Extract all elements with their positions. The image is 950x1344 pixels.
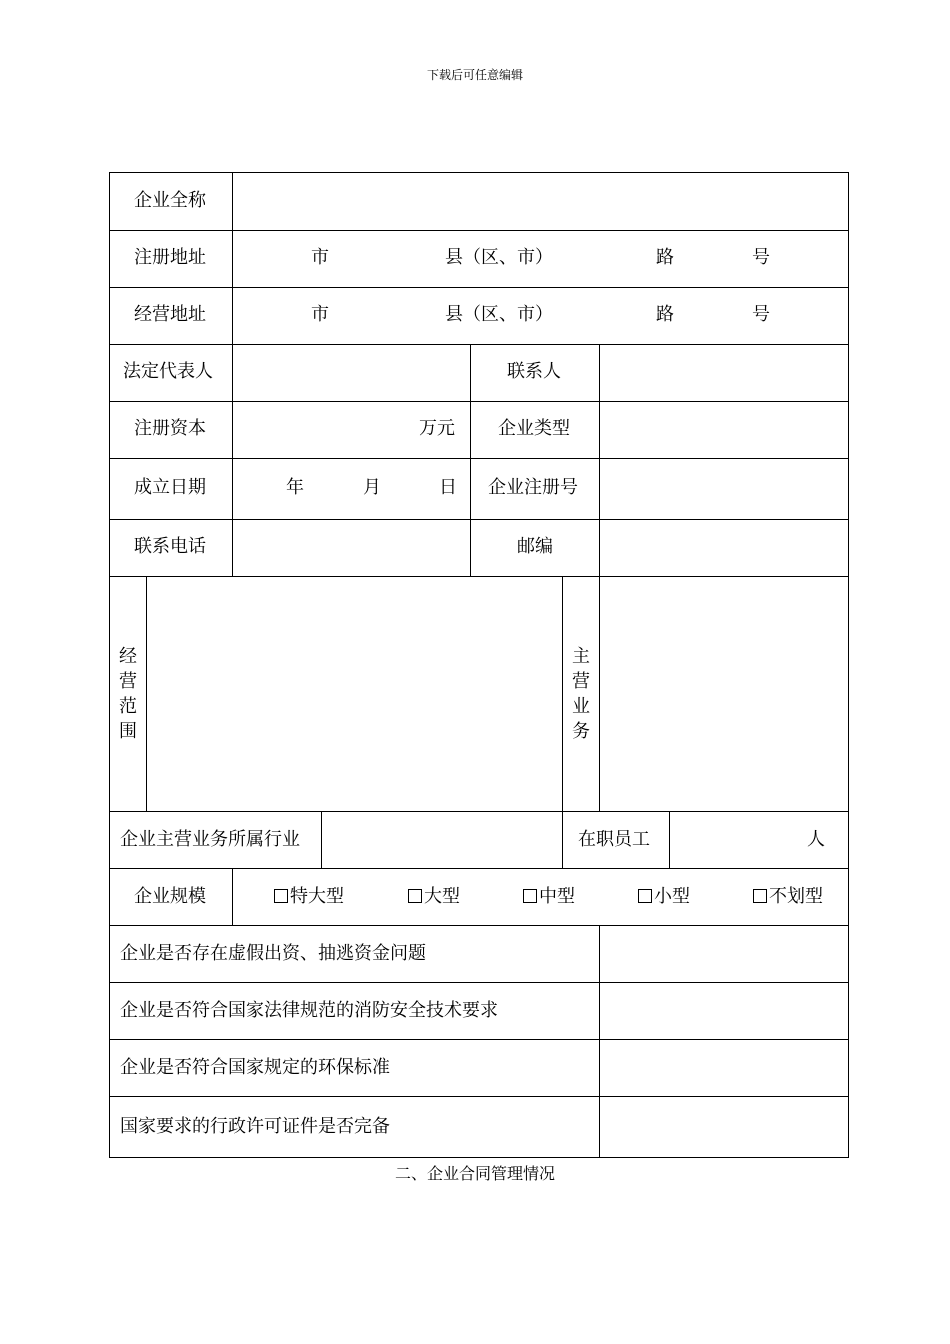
scale-option-small[interactable] (638, 887, 690, 907)
scale-option-unclassified[interactable] (753, 887, 823, 907)
reg-address-number: 号 (752, 247, 770, 268)
biz-address-road: 路 (656, 304, 674, 325)
col-divider (562, 576, 563, 811)
row-divider (109, 576, 849, 577)
postcode-label: 邮编 (517, 536, 553, 557)
biz-address-label: 经营地址 (134, 304, 206, 325)
scope-char: 围 (119, 721, 137, 742)
row-divider (109, 344, 849, 345)
section-title: 二、企业合同管理情况 (394, 1164, 555, 1183)
checkbox-icon[interactable] (274, 889, 288, 903)
question-permits: 国家要求的行政许可证件是否完备 (120, 1116, 390, 1137)
row-divider (109, 401, 849, 402)
reg-no-label: 企业注册号 (488, 477, 578, 498)
business-scope-label (118, 644, 138, 744)
checkbox-icon[interactable] (753, 889, 767, 903)
scope-char: 营 (119, 671, 137, 692)
col-divider (232, 868, 233, 925)
question-fake-capital: 企业是否存在虚假出资、抽逃资金问题 (120, 943, 426, 964)
reg-capital-unit: 万元 (419, 418, 455, 439)
main-biz-char: 主 (572, 646, 590, 667)
est-date-month: 月 (363, 477, 381, 498)
biz-address-county: 县（区、市） (445, 304, 553, 325)
col-divider (599, 925, 600, 1158)
col-divider (599, 576, 600, 811)
scale-label: 企业规模 (134, 886, 206, 907)
col-divider (321, 811, 322, 868)
company-name-field[interactable] (233, 173, 848, 230)
scope-char: 范 (119, 696, 137, 717)
reg-address-label: 注册地址 (134, 247, 206, 268)
scale-option-medium[interactable] (523, 887, 575, 907)
row-divider (109, 868, 849, 869)
scope-char: 经 (119, 646, 137, 667)
row-divider (109, 925, 849, 926)
scale-option-label: 大型 (424, 886, 460, 907)
row-divider (109, 811, 849, 812)
staff-label: 在职员工 (578, 829, 650, 850)
legal-rep-label: 法定代表人 (123, 361, 213, 382)
main-business-label (571, 644, 591, 744)
table-border-left (109, 172, 110, 1158)
checkbox-icon[interactable] (408, 889, 422, 903)
staff-unit: 人 (807, 829, 825, 850)
col-divider (146, 576, 147, 811)
est-date-year: 年 (286, 477, 304, 498)
question-environment: 企业是否符合国家规定的环保标准 (120, 1057, 390, 1078)
company-type-label: 企业类型 (498, 418, 570, 439)
col-divider (232, 172, 233, 576)
main-biz-char: 营 (572, 671, 590, 692)
col-divider (562, 811, 563, 868)
biz-address-number: 号 (752, 304, 770, 325)
main-biz-char: 业 (572, 696, 590, 717)
main-biz-char: 务 (572, 721, 590, 742)
reg-address-county: 县（区、市） (445, 247, 553, 268)
col-divider (669, 811, 670, 868)
row-divider (109, 287, 849, 288)
est-date-label: 成立日期 (134, 477, 206, 498)
checkbox-icon[interactable] (638, 889, 652, 903)
row-divider (109, 519, 849, 520)
header-note: 下载后可任意编辑 (426, 68, 523, 82)
row-divider (109, 1096, 849, 1097)
table-border-right (848, 172, 849, 1158)
question-fire-safety: 企业是否符合国家法律规范的消防安全技术要求 (120, 1000, 498, 1021)
company-name-label: 企业全称 (134, 190, 206, 211)
reg-address-city: 市 (311, 247, 329, 268)
reg-address-road: 路 (656, 247, 674, 268)
scale-option-extra-large[interactable] (274, 887, 344, 907)
row-divider (109, 982, 849, 983)
scale-option-large[interactable] (408, 887, 460, 907)
col-divider (470, 344, 471, 576)
contact-label: 联系人 (507, 361, 561, 382)
scale-option-label: 特大型 (290, 886, 344, 907)
checkbox-icon[interactable] (523, 889, 537, 903)
enterprise-info-form (109, 172, 849, 1158)
phone-label: 联系电话 (134, 536, 206, 557)
scale-option-label: 小型 (654, 886, 690, 907)
biz-address-city: 市 (311, 304, 329, 325)
industry-label: 企业主营业务所属行业 (120, 829, 300, 850)
row-divider (109, 1039, 849, 1040)
est-date-day: 日 (439, 477, 457, 498)
scale-option-label: 中型 (539, 886, 575, 907)
table-border-bottom (109, 1157, 849, 1158)
row-divider (109, 458, 849, 459)
scale-option-label: 不划型 (769, 886, 823, 907)
col-divider (599, 344, 600, 576)
row-divider (109, 230, 849, 231)
reg-capital-label: 注册资本 (134, 418, 206, 439)
